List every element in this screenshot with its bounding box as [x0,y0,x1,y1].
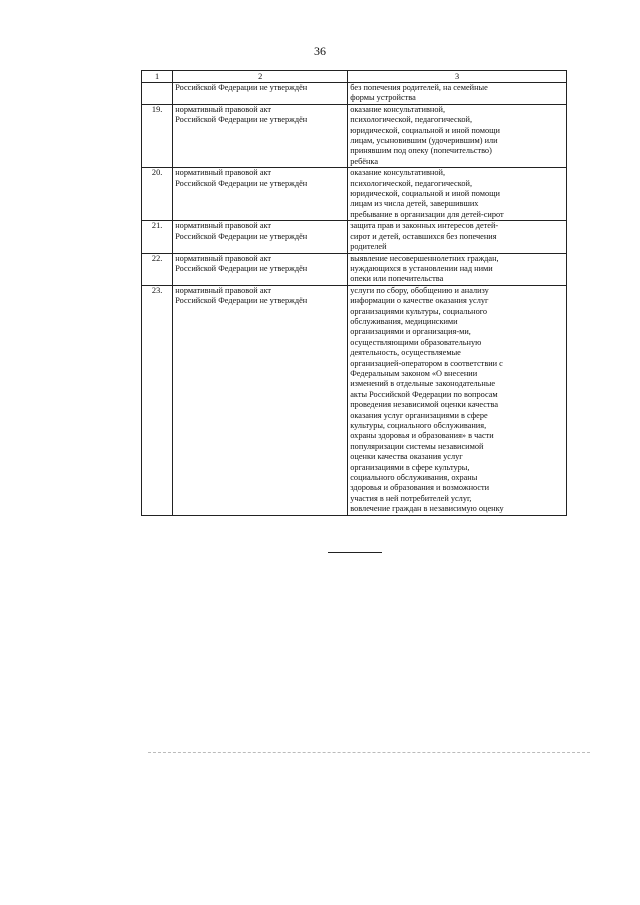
page-number: 36 [314,44,326,58]
legal-act-cell: нормативный правовой акт Российской Федерации не утверждён [173,253,348,285]
table-row [142,221,567,253]
column-header-3: 3 [348,71,567,83]
service-description-cell: оказание консультативной, психологической, педагогической, юридической, социальной и иной помощи лицам, усыновившим (удочерившим) или принявшим под опеку (попечительство) ребёнка [348,104,567,167]
row-number: 19. [142,104,173,167]
column-header-1: 1 [142,71,173,83]
row-number: 21. [142,221,173,253]
legal-act-cell: нормативный правовой акт Российской Федерации не утверждён [173,168,348,221]
column-header-2: 2 [173,71,348,83]
table-row [142,168,567,221]
table-row [142,104,567,167]
service-description-cell: услуги по сбору, обобщению и анализу информации о качестве оказания услуг организациями культуры, социального обслуживания, медицинскими организациями и организация-ми, осуществляющими образовательную деятельность, осуществляемые организацией-оператором в соответствии с Федеральным законом «О внесении изменений в отдельные законодательные акты Российской Федерации по вопросам проведения независимой оценки качества оказания услуг организациями в сфере культуры, социального обслуживания, охраны здоровья и образования» в части популяризации системы независимой оценки качества оказания услуг организациями в сфере культуры, социального обслуживания, охраны здоровья и образования и возможности участия в ней потребителей услуг, вовлечение граждан в независимую оценку [348,285,567,515]
end-of-table-rule [328,552,382,553]
legal-act-cell: нормативный правовой акт Российской Федерации не утверждён [173,104,348,167]
table-row [142,253,567,285]
table-header-row [142,71,567,83]
table-row [142,285,567,515]
service-description-cell: без попечения родителей, на семейные формы устройства [348,83,567,105]
row-number: 23. [142,285,173,515]
row-number: 22. [142,253,173,285]
service-description-cell: выявление несовершеннолетних граждан, нуждающихся в установлении над ними опеки или попечительства [348,253,567,285]
services-table [141,70,567,516]
service-description-cell: оказание консультативной, психологической, педагогической, юридической, социальной и иной помощи лицам из числа детей, завершивших пребывание в организации для детей-сирот [348,168,567,221]
scan-artifact-line [148,752,590,753]
legal-act-cell: нормативный правовой акт Российской Федерации не утверждён [173,285,348,515]
table-row [142,83,567,105]
legal-act-cell: Российской Федерации не утверждён [173,83,348,105]
row-number [142,83,173,105]
service-description-cell: защита прав и законных интересов детей- сирот и детей, оставшихся без попечения родителей [348,221,567,253]
row-number: 20. [142,168,173,221]
legal-act-cell: нормативный правовой акт Российской Федерации не утверждён [173,221,348,253]
